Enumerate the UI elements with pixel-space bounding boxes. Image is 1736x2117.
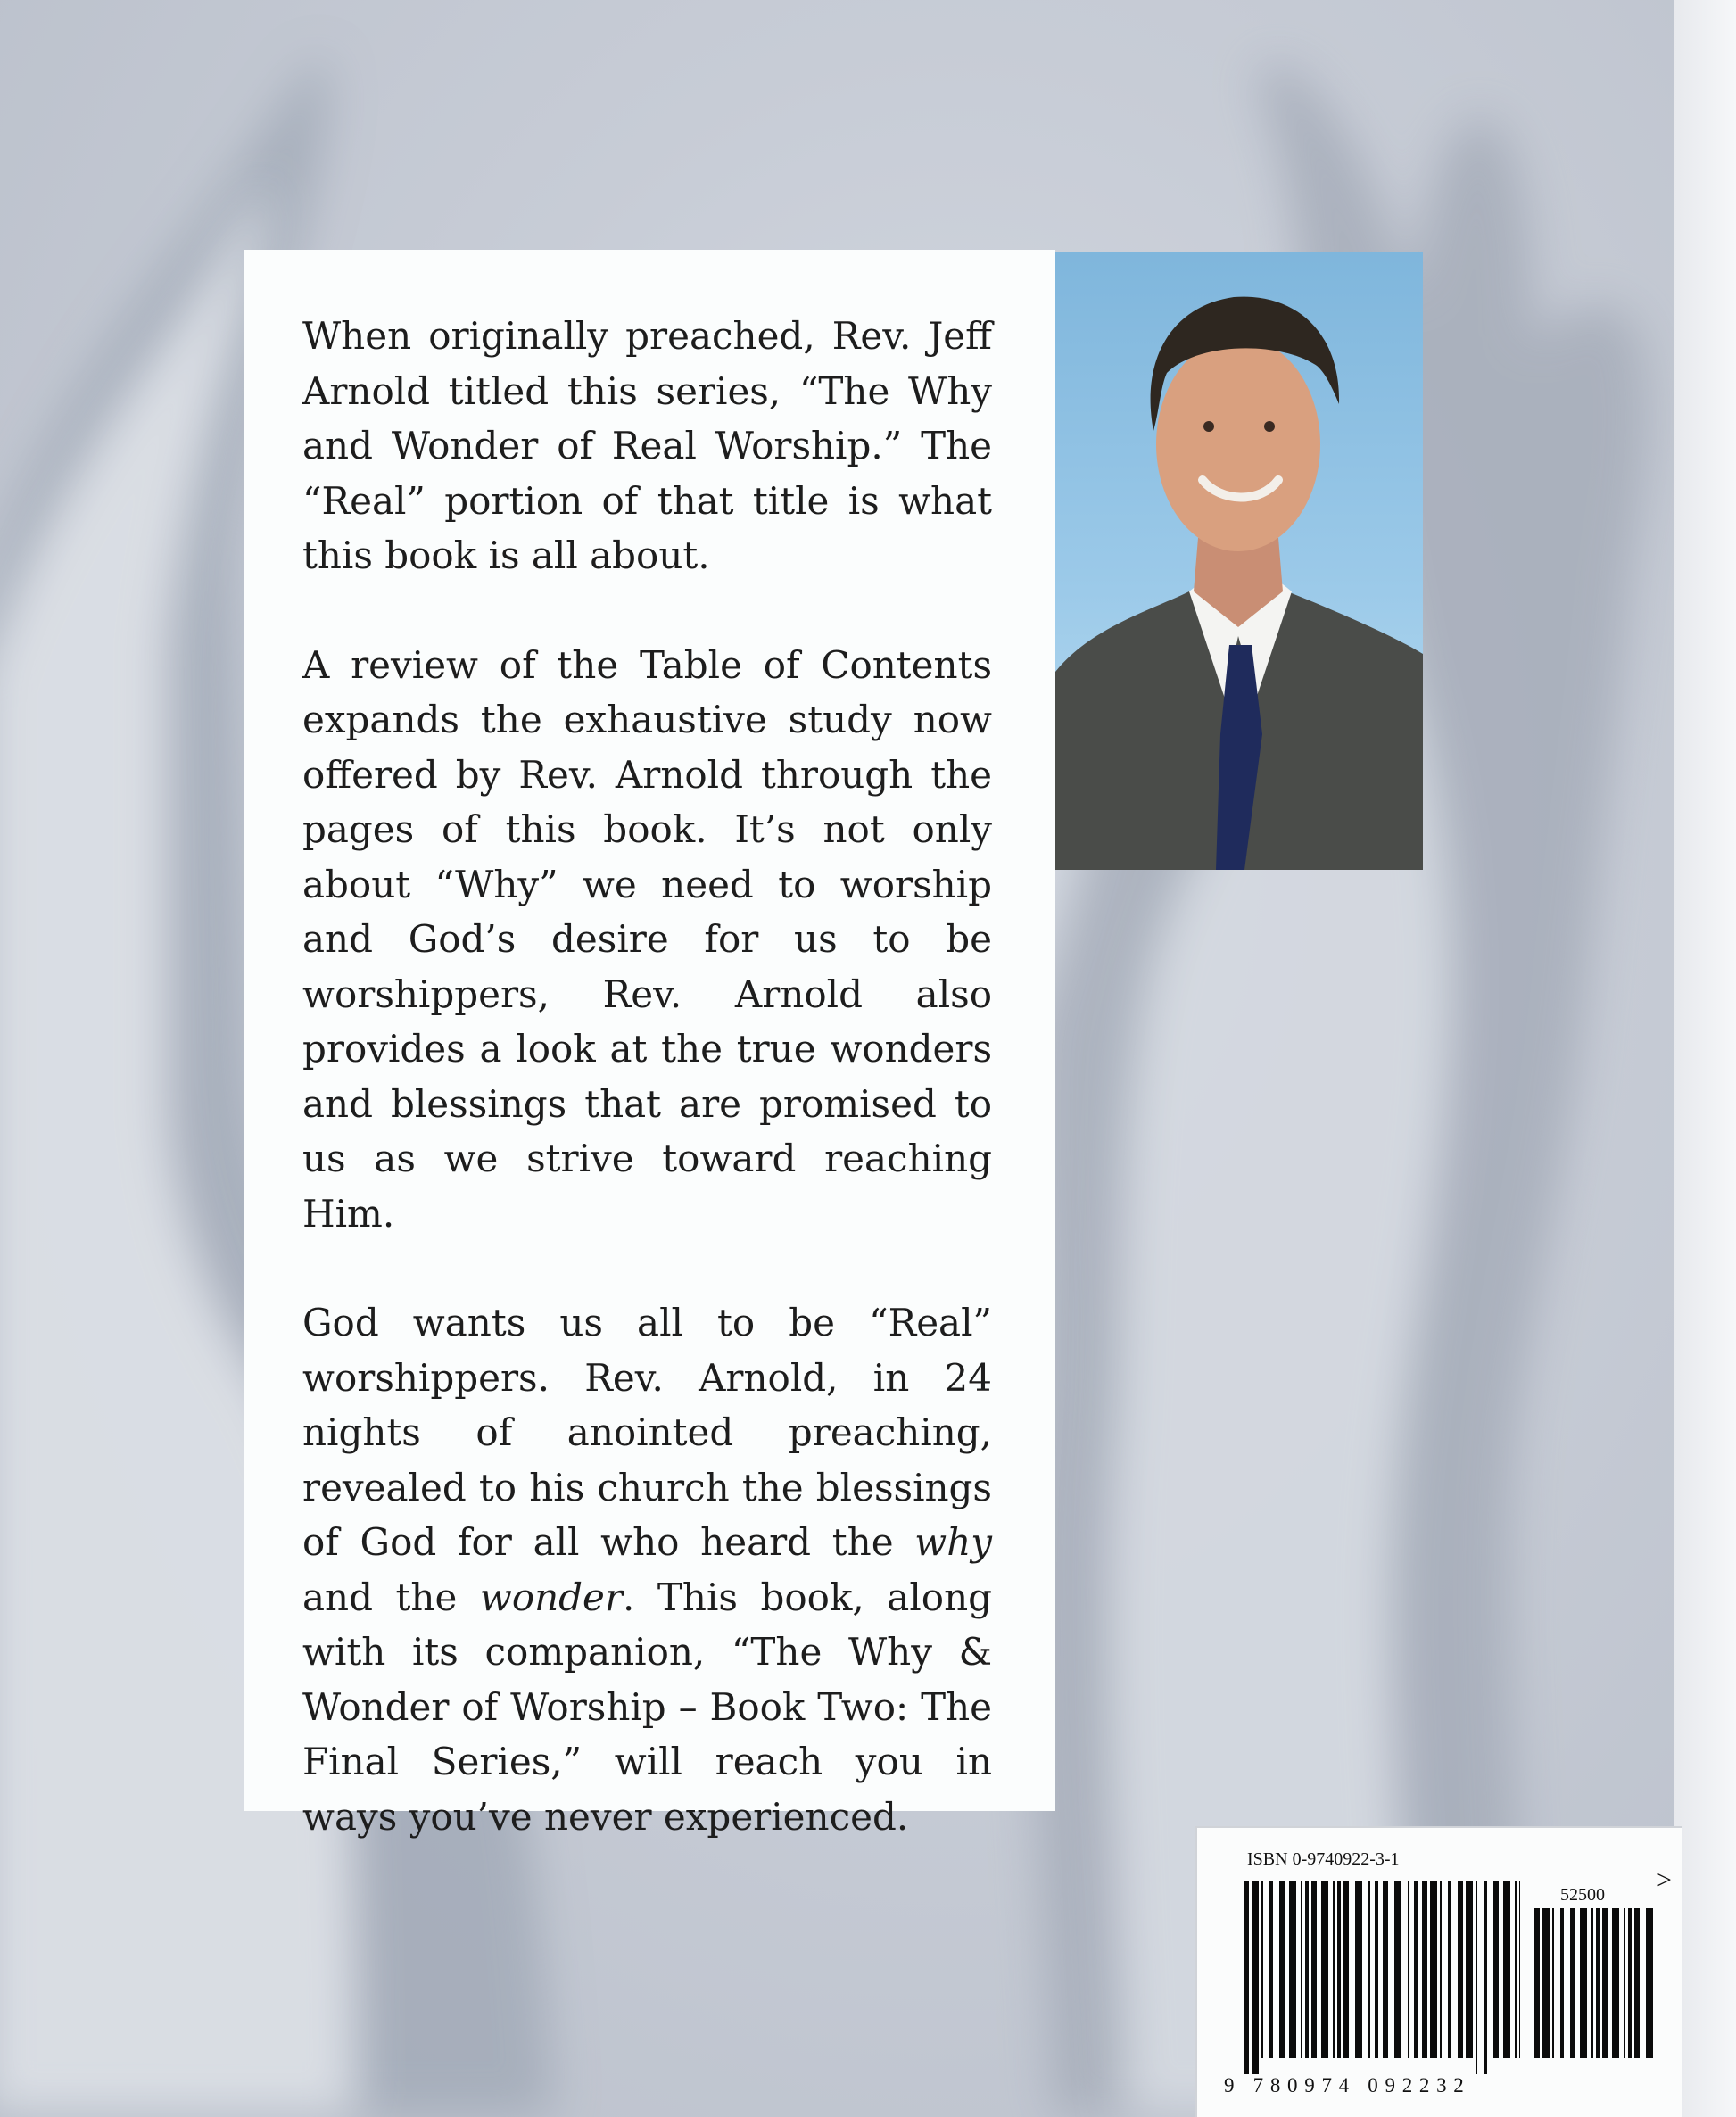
barcode-bar	[1476, 1881, 1477, 2074]
barcode-bar	[1515, 1881, 1517, 2058]
barcode-bar	[1542, 1908, 1550, 2058]
barcode-bar	[1368, 1881, 1370, 2058]
barcode-bar	[1343, 1881, 1349, 2058]
barcode-bar	[1560, 1908, 1564, 2058]
barcode-bar	[1394, 1881, 1401, 2058]
right-eye	[1264, 421, 1275, 432]
barcode-bar	[1430, 1881, 1437, 2058]
barcode-bar	[1269, 1881, 1273, 2058]
barcode-bar	[1252, 1881, 1259, 2074]
price-code: 52500	[1560, 1885, 1605, 1905]
barcode-bar	[1408, 1881, 1409, 2058]
emphasized-word: why	[914, 1520, 992, 1564]
description-paragraph	[302, 638, 992, 1242]
barcode-bar	[1337, 1881, 1341, 2058]
barcode-digits: 9 780974 092232	[1224, 2074, 1471, 2096]
isbn-text: ISBN 0-9740922-3-1	[1247, 1849, 1400, 1869]
barcode-bar	[1333, 1881, 1335, 2058]
barcode-bar	[1624, 1908, 1625, 2058]
author-portrait	[1055, 297, 1423, 870]
barcode-bar	[1289, 1881, 1296, 2058]
barcode-bar	[1580, 1908, 1587, 2058]
barcode-bar	[1602, 1908, 1608, 2058]
barcode-bar	[1261, 1881, 1263, 2058]
barcode-bar	[1458, 1881, 1463, 2058]
paragraph-run: . This book, along with its companion, “The Why & Wonder of Worship – Book Two: The Final Series,” will reach you in ways you’ve never experienced.	[302, 1575, 992, 1839]
barcode-bar	[1301, 1881, 1302, 2058]
barcode-bar	[1519, 1881, 1520, 2058]
barcode-bar	[1612, 1908, 1619, 2058]
barcode-bar	[1321, 1881, 1328, 2058]
barcode-bar	[1422, 1881, 1427, 2058]
barcode-bar	[1383, 1881, 1388, 2058]
barcode-bar	[1534, 1908, 1540, 2058]
description-panel	[244, 250, 1055, 1839]
barcode-arrow: >	[1657, 1865, 1672, 1895]
paragraph-run: When originally preached, Rev. Jeff Arnold titled this series, “The Why and Wonder of Real Worship.” The “Real” portion of that title is what this book is all about.	[302, 314, 992, 577]
paragraph-run: A review of the Table of Contents expands the exhaustive study now offered by Rev. Arnold through the pages of this book. It’s not only about “Why” we need to worship and God’s desire for us to be worshippers, Rev. Arnold also provides a look at the true wonders and blessings that are promised to us as we strive toward reaching Him.	[302, 642, 992, 1236]
barcode-bar	[1244, 1881, 1249, 2074]
barcode-bar	[1311, 1881, 1317, 2058]
barcode-bar	[1484, 1881, 1487, 2074]
barcode-bar	[1440, 1881, 1442, 2058]
author-photo	[1055, 252, 1423, 870]
emphasized-word: wonder	[479, 1575, 623, 1619]
face	[1156, 337, 1320, 551]
barcode-bar	[1375, 1881, 1378, 2058]
barcode-bar	[1591, 1908, 1593, 2058]
barcode-bar	[1493, 1881, 1499, 2058]
description-paragraph	[302, 309, 992, 583]
paragraph-run: God wants us all to be “Real” worshippers. Rev. Arnold, in 24 nights of anointed preaching, revealed to his church the blessings of God for all who heard the	[302, 1301, 992, 1564]
barcode-bar	[1279, 1881, 1285, 2058]
barcode-bar	[1355, 1881, 1362, 2058]
barcode-bar	[1628, 1908, 1632, 2058]
left-eye	[1203, 421, 1214, 432]
price-addon-barcode	[1534, 1908, 1659, 2074]
barcode-box	[1195, 1826, 1682, 2117]
barcode-bar	[1305, 1881, 1309, 2058]
barcode-bar	[1634, 1908, 1640, 2058]
barcode-bar	[1414, 1881, 1418, 2058]
description-paragraph	[302, 1295, 992, 1844]
barcode-bar	[1552, 1908, 1554, 2058]
barcode-bar	[1570, 1908, 1575, 2058]
ean-barcode	[1244, 1881, 1520, 2074]
barcode-bar	[1448, 1881, 1451, 2058]
barcode-bar	[1503, 1881, 1510, 2058]
barcode-bar	[1646, 1908, 1653, 2058]
barcode-bar	[1466, 1881, 1473, 2058]
paragraph-run: and the	[302, 1575, 480, 1619]
barcode-bar	[1596, 1908, 1600, 2058]
spine-edge	[1674, 0, 1736, 2117]
